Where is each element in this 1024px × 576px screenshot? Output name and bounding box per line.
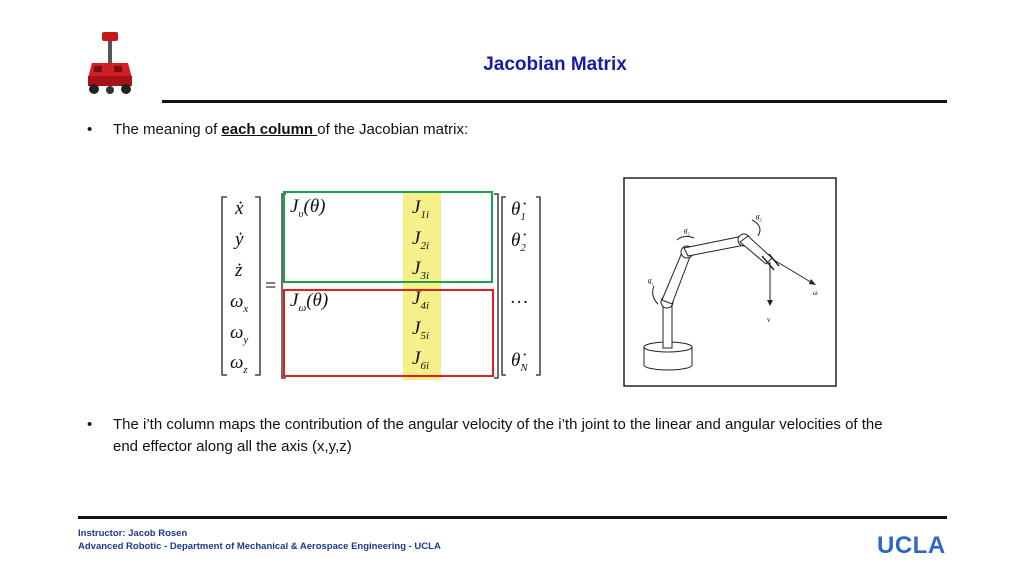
jv-base: J (290, 196, 299, 217)
theta-2-base: θ̇ (511, 230, 521, 251)
col-3-sub: 3i (420, 269, 429, 282)
col-4-base: J (412, 288, 421, 309)
robot-arm-diagram (622, 176, 838, 388)
lhs-row-6-base: ω (230, 352, 244, 373)
jacobian-equation (210, 180, 550, 390)
footer-course: Advanced Robotic - Department of Mechanical & Aerospace Engineering - UCLA (78, 541, 441, 552)
bullet-2 (87, 414, 893, 458)
omega-label: ω (813, 289, 818, 297)
bullet-marker-2: • (87, 416, 93, 433)
slide-title: Jacobian Matrix (483, 54, 627, 75)
theta-1-sub: 1 (520, 210, 526, 223)
lhs-row-1-base: ẋ (235, 198, 244, 219)
equals-sign: = (265, 275, 277, 297)
theta-row-2 (511, 230, 526, 254)
column-entry-3 (412, 258, 429, 282)
top-divider (162, 100, 947, 103)
lhs-row-6 (230, 352, 248, 376)
col-2-base: J (412, 228, 421, 249)
bullet-marker: • (87, 121, 93, 138)
lhs-bracket (220, 195, 262, 377)
theta-row-n (511, 350, 528, 374)
theta-1-base: θ̇ (511, 199, 521, 220)
col-2-sub: 2i (420, 239, 429, 252)
col-6-sub: 6i (420, 359, 429, 372)
jw-base: J (290, 290, 299, 311)
lhs-row-5-sub: y (243, 333, 249, 346)
col-4-sub: 4i (420, 299, 429, 312)
jw-sub: ω (298, 301, 307, 314)
column-entry-2 (412, 228, 429, 252)
theta-n-sub: N (520, 361, 528, 374)
theta1-label: θ̇₁ (648, 278, 654, 286)
lhs-row-2 (235, 229, 243, 251)
col-5-sub: 5i (420, 329, 429, 342)
column-entry-5 (412, 318, 429, 342)
col-1-base: J (412, 197, 421, 218)
theta2-label: θ̇₂ (684, 228, 690, 236)
lhs-row-4-sub: x (243, 302, 249, 315)
theta3-label: θ̇₃ (756, 214, 762, 222)
ucla-logo: UCLA (877, 532, 946, 559)
column-entry-1 (412, 197, 429, 221)
jv-sub: υ (298, 207, 304, 220)
lhs-row-3-base: ż (235, 260, 243, 281)
lhs-row-3 (235, 260, 242, 282)
lhs-row-5 (230, 322, 248, 346)
lhs-row-2-base: ẏ (235, 229, 244, 250)
lhs-row-4-base: ω (230, 291, 244, 312)
bottom-divider (78, 516, 947, 519)
bullet-1 (87, 119, 469, 141)
theta-row-1 (511, 199, 526, 223)
col-3-base: J (412, 258, 421, 279)
theta-2-sub: 2 (520, 241, 526, 254)
col-1-sub: 1i (420, 208, 429, 221)
column-entry-6 (412, 348, 429, 372)
theta-row-ellipsis (511, 287, 528, 309)
footer-instructor: Instructor: Jacob Rosen (78, 528, 188, 539)
v-label: v (767, 316, 771, 324)
bullet-1-prefix: The meaning of (113, 121, 222, 138)
lhs-row-1 (235, 198, 243, 220)
col-6-base: J (412, 348, 421, 369)
col-5-base: J (412, 318, 421, 339)
lhs-row-4 (230, 291, 248, 315)
lhs-row-5-base: ω (230, 322, 244, 343)
column-entry-4 (412, 288, 429, 312)
theta-ellipsis: … (511, 287, 528, 308)
jv-label (290, 196, 326, 220)
theta-n-base: θ̇ (511, 350, 521, 371)
jw-arg: (θ) (306, 290, 329, 311)
bullet-2-text: The i’th column maps the contribution of the angular velocity of the i’th joint to the linear and angular velocities of the end effector along all the axis (x,y,z) (113, 416, 883, 455)
jw-label (290, 290, 328, 314)
bullet-1-suffix: of the Jacobian matrix: (317, 121, 469, 138)
jv-arg: (θ) (303, 196, 326, 217)
bullet-1-emphasis: each column (221, 121, 318, 138)
lhs-row-6-sub: z (243, 363, 248, 376)
robot-logo-icon (84, 30, 136, 98)
